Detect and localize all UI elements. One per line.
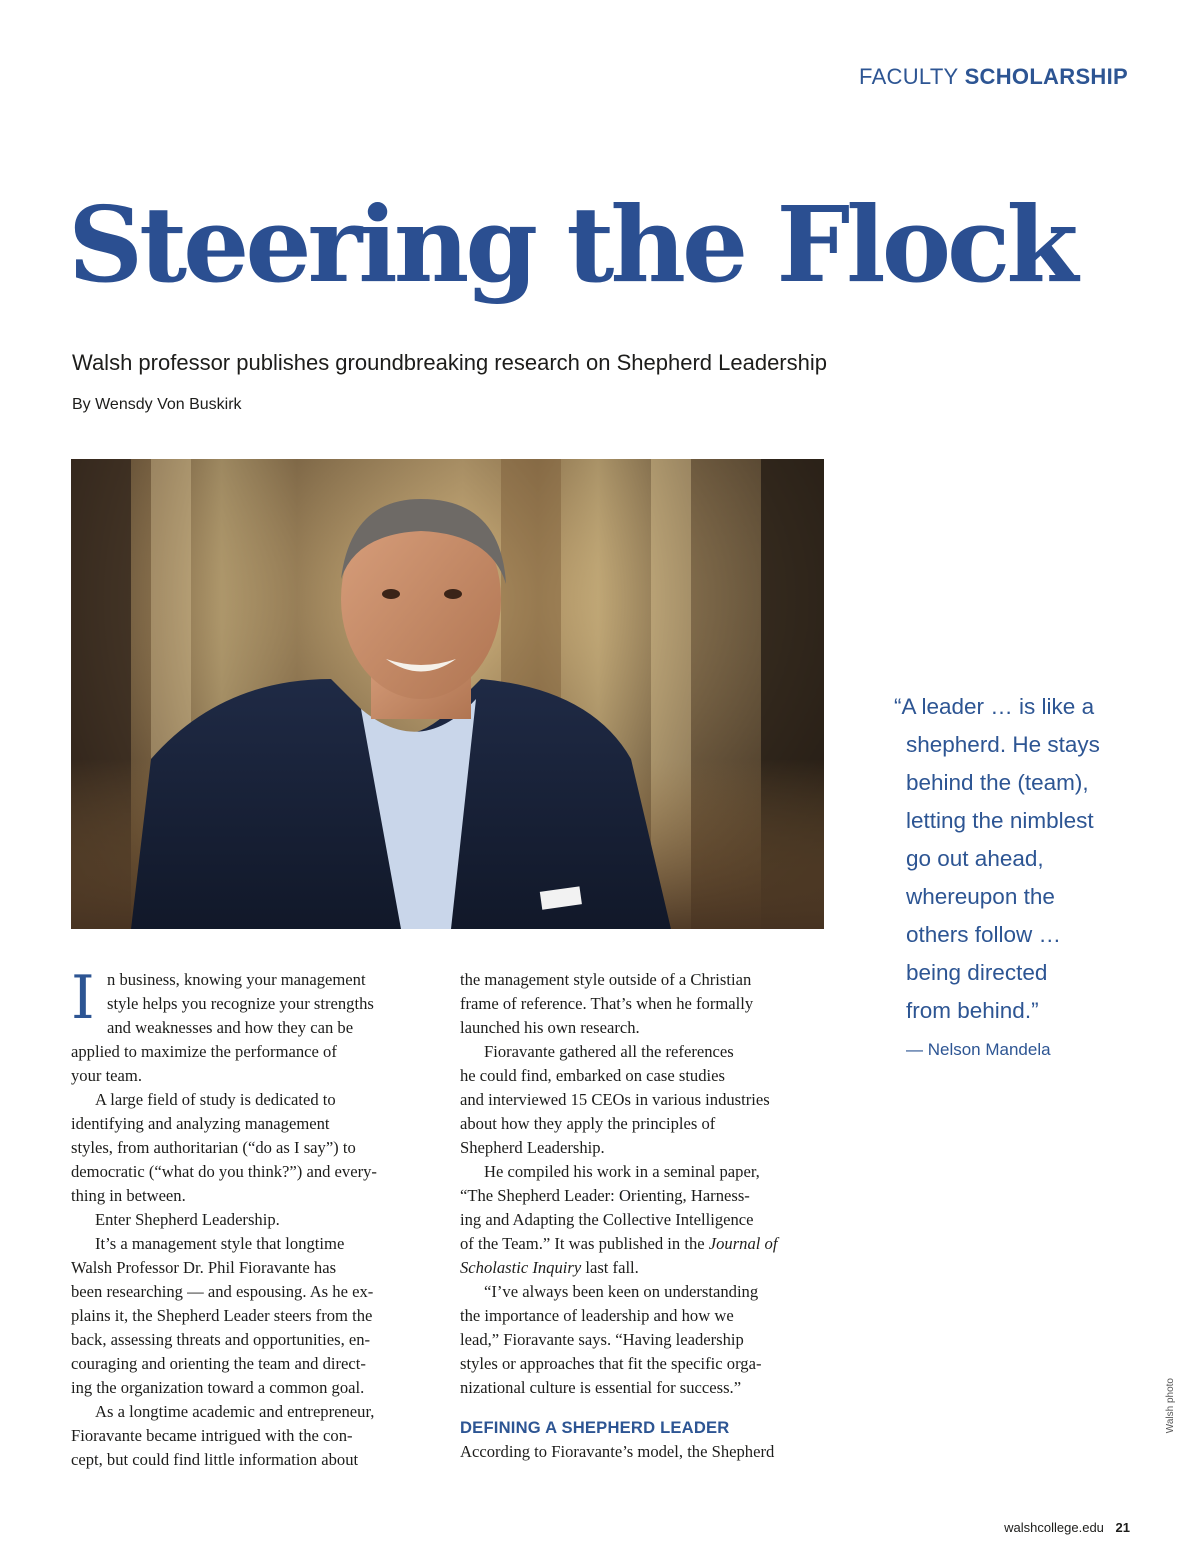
pull-quote-line: behind the (team), bbox=[906, 770, 1089, 795]
body-line: Walsh Professor Dr. Phil Fioravante has bbox=[71, 1258, 337, 1277]
body-text: last fall. bbox=[581, 1258, 639, 1277]
body-line: democratic (“what do you think?”) and every- bbox=[71, 1162, 377, 1181]
pull-quote-line: letting the nimblest bbox=[906, 808, 1094, 833]
drop-cap: I bbox=[71, 963, 95, 1033]
body-line: Fioravante became intrigued with the con- bbox=[71, 1426, 353, 1445]
portrait-photo bbox=[71, 459, 824, 929]
body-line: styles or approaches that fit the specific orga- bbox=[460, 1354, 762, 1373]
body-line: and interviewed 15 CEOs in various industries bbox=[460, 1090, 770, 1109]
section-label-bold: SCHOLARSHIP bbox=[964, 64, 1128, 89]
body-line: Enter Shepherd Leadership. bbox=[95, 1210, 280, 1229]
body-line bbox=[460, 1232, 830, 1256]
pull-quote-attribution: — Nelson Mandela bbox=[906, 1040, 1051, 1059]
body-column-middle bbox=[460, 968, 830, 1464]
body-line: the management style outside of a Christian bbox=[460, 970, 752, 989]
body-line: lead,” Fioravante says. “Having leadership bbox=[460, 1330, 744, 1349]
body-column-left bbox=[71, 963, 431, 1472]
body-line: your team. bbox=[71, 1066, 142, 1085]
pull-quote-line: go out ahead, bbox=[906, 846, 1044, 871]
article-byline: By Wensdy Von Buskirk bbox=[72, 396, 242, 413]
body-line: about how they apply the principles of bbox=[460, 1114, 716, 1133]
pull-quote bbox=[894, 688, 1154, 1030]
photo-credit: Walsh photo bbox=[1165, 1378, 1176, 1434]
section-label bbox=[859, 64, 1128, 90]
pull-quote-line: from behind.” bbox=[906, 998, 1039, 1023]
pull-quote-line: others follow … bbox=[906, 922, 1062, 947]
body-line bbox=[460, 1256, 830, 1280]
dropcap-paragraph bbox=[71, 963, 431, 1040]
body-line: the importance of leadership and how we bbox=[460, 1306, 734, 1325]
pull-quote-line: “A leader … is like a bbox=[894, 694, 1095, 719]
section-subhead: DEFINING A SHEPHERD LEADER bbox=[460, 1418, 730, 1437]
pull-quote-line: whereupon the bbox=[906, 884, 1055, 909]
body-line: ing and Adapting the Collective Intelligence bbox=[460, 1210, 754, 1229]
body-line: been researching — and espousing. As he ex- bbox=[71, 1282, 374, 1301]
body-line: he could find, embarked on case studies bbox=[460, 1066, 725, 1085]
body-line: As a longtime academic and entrepreneur, bbox=[95, 1402, 375, 1421]
body-line: and weaknesses and how they can be bbox=[107, 1018, 354, 1037]
page-number: 21 bbox=[1115, 1520, 1130, 1535]
body-line: plains it, the Shepherd Leader steers from the bbox=[71, 1306, 373, 1325]
body-line: nizational culture is essential for success.” bbox=[460, 1378, 742, 1397]
body-line: “The Shepherd Leader: Orienting, Harness- bbox=[460, 1186, 750, 1205]
article-title: Steering the Flock bbox=[68, 183, 1075, 306]
body-line: A large field of study is dedicated to bbox=[95, 1090, 336, 1109]
body-line: applied to maximize the performance of bbox=[71, 1042, 337, 1061]
body-line: identifying and analyzing management bbox=[71, 1114, 330, 1133]
body-line: couraging and orienting the team and direct- bbox=[71, 1354, 366, 1373]
body-line: launched his own research. bbox=[460, 1018, 640, 1037]
body-line: thing in between. bbox=[71, 1186, 186, 1205]
body-line: It’s a management style that longtime bbox=[95, 1234, 345, 1253]
pull-quote-line: shepherd. He stays bbox=[906, 732, 1100, 757]
body-line: back, assessing threats and opportunities, en- bbox=[71, 1330, 371, 1349]
body-text: of the Team.” It was published in the bbox=[460, 1234, 709, 1253]
article-subtitle: Walsh professor publishes groundbreaking research on Shepherd Leadership bbox=[72, 350, 827, 375]
pull-quote-line: being directed bbox=[906, 960, 1048, 985]
page-footer bbox=[1004, 1520, 1130, 1535]
body-line: n business, knowing your management bbox=[107, 970, 366, 989]
footer-site: walshcollege.edu bbox=[1004, 1520, 1104, 1535]
body-line: According to Fioravante’s model, the Shepherd bbox=[460, 1442, 775, 1461]
journal-title: Journal of bbox=[708, 1234, 778, 1253]
journal-title: Scholastic Inquiry bbox=[460, 1258, 582, 1277]
body-line: frame of reference. That’s when he formally bbox=[460, 994, 754, 1013]
body-line: style helps you recognize your strengths bbox=[107, 994, 374, 1013]
body-line: cept, but could find little information about bbox=[71, 1450, 359, 1469]
body-line: Shepherd Leadership. bbox=[460, 1138, 605, 1157]
body-line: Fioravante gathered all the references bbox=[484, 1042, 734, 1061]
body-line: ing the organization toward a common goal. bbox=[71, 1378, 365, 1397]
body-line: styles, from authoritarian (“do as I say”) to bbox=[71, 1138, 356, 1157]
body-line: “I’ve always been keen on understanding bbox=[484, 1282, 759, 1301]
section-label-light: FACULTY bbox=[859, 64, 959, 89]
body-line: He compiled his work in a seminal paper, bbox=[484, 1162, 760, 1181]
